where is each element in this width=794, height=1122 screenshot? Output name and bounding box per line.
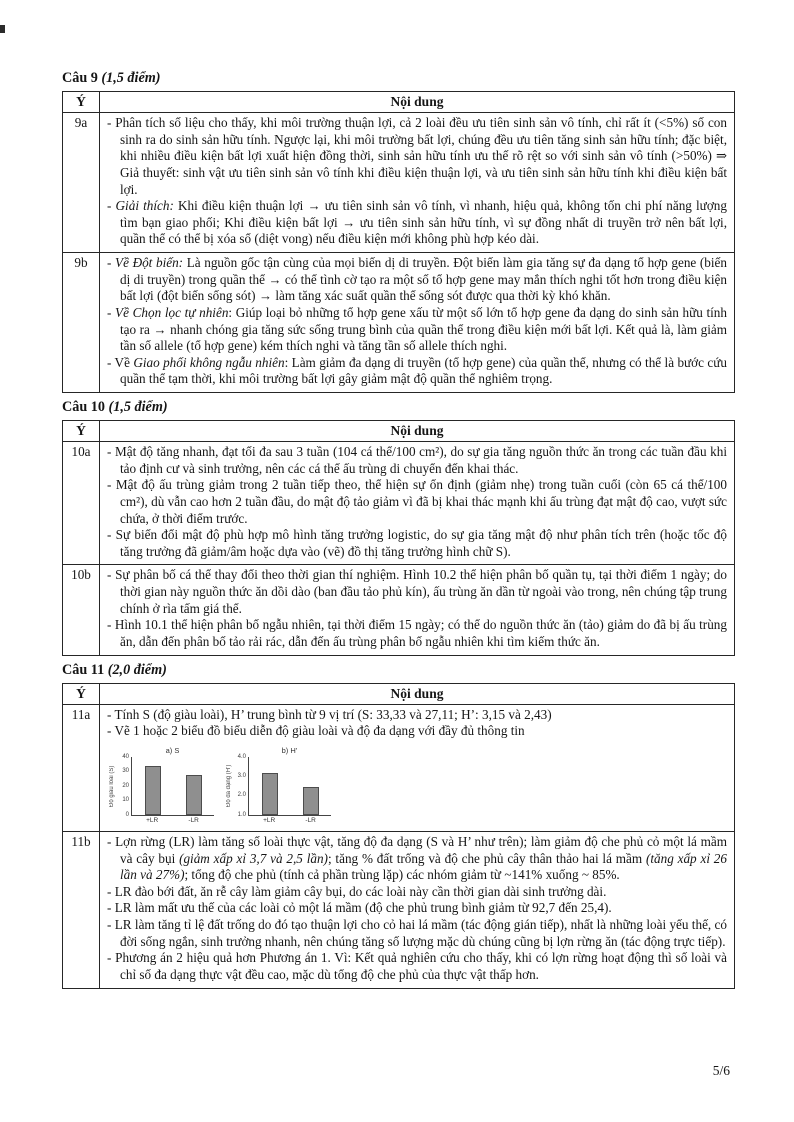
row-content — [100, 704, 735, 831]
plot-area — [248, 757, 331, 816]
table-row — [63, 704, 735, 831]
answer-paragraph — [107, 617, 727, 650]
italic-text: (tăng xấp xỉ 26 lần và 27%) — [120, 850, 727, 883]
text: - Tính S (độ giàu loài), H’ trung bình từ 9 vị trí (S: 33,33 và 27,11; H’: 3,15 và 2,43) — [107, 706, 552, 722]
answer-paragraph — [107, 477, 727, 527]
bar-chart-species-richness — [109, 745, 214, 825]
text: - Sự phân bố cá thể thay đổi theo thời gian thí nghiệm. Hình 10.2 thể hiện phân bố quần tụ, tại thời điểm 1 ngày; do thời gian này nguồn thức ăn dồi dào (ban đầu tảo phủ kín), ấu trùng ăn dần từ ngoài vào trong, nên chúng tập trung chính ở rìa tấm giá thể. — [107, 567, 727, 616]
y-tick-label: 10 — [122, 797, 129, 804]
text: - Lợn rừng (LR) làm tăng số loài thực vật, tăng độ đa dạng (S và H’ như trên); làm giảm độ che phủ cỏ một lá mầm và cây bụi — [107, 833, 727, 866]
table-row — [63, 113, 735, 253]
x-axis-labels — [131, 817, 214, 825]
y-tick-label: 2.0 — [237, 792, 246, 799]
row-id: 10a — [63, 442, 100, 565]
table-row — [63, 253, 735, 393]
y-tick-label: 4.0 — [237, 753, 246, 760]
col-noidung-header: Nội dung — [100, 421, 735, 442]
answer-paragraph — [107, 444, 727, 477]
text: - Phương án 2 hiệu quả hơn Phương án 1. Vì: Kết quả nghiên cứu cho thấy, khi có lợn rừng hoạt động thì số loài và chỉ số đa dạng thực vật đều cao, mặc dù tổng độ che phủ của thực vật thấp hơn. — [107, 950, 727, 982]
answer-paragraph — [107, 198, 727, 248]
x-category-label: +LR — [263, 816, 276, 824]
italic-text: (giảm xấp xỉ 3,7 và 2,5 lần) — [179, 850, 328, 866]
answer-paragraph — [107, 834, 727, 884]
row-content — [100, 253, 735, 393]
row-id: 10b — [63, 565, 100, 655]
text: : Làm giảm đa dạng di truyền (tổ hợp gene) của quần thể, nhưng có thể là bước cứu quần thể tạm thời, khi môi trường bất lợi gây giảm mật độ quần thể nghiêm trọng. — [120, 354, 727, 387]
text: ; tổng độ che phủ (tính cả phần trùng lặp) các nhóm giảm từ ~141% xuống ~ 85%. — [184, 867, 620, 883]
section-heading — [62, 70, 735, 87]
x-axis-labels — [248, 817, 331, 825]
table-row — [63, 565, 735, 655]
y-tick-label: 20 — [122, 782, 129, 789]
italic-text: Về Chọn lọc tự nhiên — [115, 304, 229, 320]
row-id: 11b — [63, 831, 100, 988]
text: - — [107, 198, 116, 214]
bar-chart-diversity — [226, 745, 331, 825]
row-content — [100, 442, 735, 565]
answer-table-cau-11 — [62, 683, 735, 989]
y-tick-label: 30 — [122, 768, 129, 775]
question-points: (1,5 điểm) — [108, 399, 168, 415]
y-tick-label: 3.0 — [237, 773, 246, 780]
text: - Mật độ ấu trùng giảm trong 2 tuần tiếp theo, thể hiện sự ổn định (giảm nhẹ) trong tuần cuối (còn 65 cá thể/100 cm²), dù vẫn cao hơn 2 tuần đầu, do mật độ tảo giảm vì đã bị khai thác mạnh khi ấu trùng đạt mật độ cao, vượt sức chứa, ở thời điểm trước. — [107, 477, 727, 526]
answer-paragraph — [107, 567, 727, 617]
answer-paragraph — [107, 707, 727, 724]
question-number: Câu 9 — [62, 70, 98, 86]
text: Là nguồn gốc tận cùng của mọi biến dị di truyền. Đột biến làm gia tăng sự đa dạng tổ hợp gene (biến dị di truyền) trong quần thể → có thể tình cờ tạo ra một số tổ hợp gene may mắn thích nghi tốt hơn trong điều kiện bất lợi (đột biến sống sót) → làm tăng xác suất quần thể sống sót được qua thời kỳ khó khăn. — [120, 255, 727, 304]
bar — [262, 773, 278, 815]
text: - — [107, 304, 116, 320]
plot-area — [131, 757, 214, 816]
row-content — [100, 831, 735, 988]
col-y-header: Ý — [63, 683, 100, 704]
row-id: 11a — [63, 704, 100, 831]
x-category-label: -LR — [188, 816, 199, 824]
answer-paragraph — [107, 950, 727, 983]
page-number: 5/6 — [712, 1063, 730, 1078]
text: - Sự biến đổi mật độ phù hợp mô hình tăng trưởng logistic, do sự gia tăng mật độ như phân tích trên (hoặc tốc độ tăng trưởng đã giảm/âm hoặc dựa vào (vẽ) đồ thị tăng trưởng hình chữ S). — [107, 527, 727, 559]
table-header-row — [63, 421, 735, 442]
table-header-row — [63, 92, 735, 113]
row-content — [100, 113, 735, 253]
bar — [145, 766, 161, 814]
y-axis — [116, 753, 131, 818]
text: - Về — [107, 354, 134, 370]
italic-text: Giao phối không ngẫu nhiên — [133, 354, 285, 370]
question-number: Câu 10 — [62, 399, 105, 415]
text: Khi điều kiện thuận lợi → ưu tiên sinh sản vô tính, vì nhanh, hiệu quả, không tốn chi phí năng lượng tìm bạn giao phối; Khi điều kiện bất lợi → ưu tiên sinh sản hữu tính, vì sự đồng nhất di truyền trở nên bất lợi, quần thể có thể bị xóa sổ (diệt vong) nếu điều kiện mới không phù hợp kéo dài. — [120, 198, 727, 247]
y-tick-label: 0 — [125, 811, 129, 818]
bar — [186, 775, 202, 814]
table-row — [63, 831, 735, 988]
figure-charts — [109, 745, 727, 825]
text: - Hình 10.1 thể hiện phân bố ngẫu nhiên, tại thời điểm 15 ngày; có thể do nguồn thức ăn (tảo) giảm do đã bị ấu trùng ăn, dẫn đến phân bố tảo rải rác, dẫn đến ấu trùng phân bố ngẫu nhiên khi tìm kiếm thức ăn. — [107, 617, 727, 649]
y-tick-label: 40 — [122, 753, 129, 760]
question-points: (1,5 điểm) — [101, 70, 161, 86]
y-axis-label: Độ đa dạng (H’) — [226, 764, 232, 807]
text: - LR đào bới đất, ăn rễ cây làm giảm cây bụi, do các loài này cần thời gian dài sinh trưởng dài. — [107, 883, 607, 899]
italic-text: Giải thích: — [115, 198, 174, 214]
answer-paragraph — [107, 527, 727, 560]
answer-paragraph — [107, 884, 727, 901]
answer-paragraph — [107, 900, 727, 917]
scan-artifact-mark — [0, 25, 5, 33]
section-cau-11 — [62, 662, 735, 989]
section-cau-10 — [62, 399, 735, 656]
answer-paragraph — [107, 255, 727, 305]
answer-paragraph — [107, 355, 727, 388]
answer-paragraph — [107, 305, 727, 355]
question-points: (2,0 điểm) — [107, 661, 167, 678]
col-noidung-header: Nội dung — [100, 683, 735, 704]
italic-text: Về Đột biến: — [115, 255, 184, 270]
col-y-header: Ý — [63, 92, 100, 113]
text: - Phân tích số liệu cho thấy, khi môi trường thuận lợi, cả 2 loài đều ưu tiên sinh sản vô tính, chỉ rất ít (<5%) số con sinh ra do sinh sản hữu tính. Ngược lại, khi môi trường bất lợi, chúng đều ưu tiên tăng sinh sản hữu tính; đặc biệt, khi nhiều điều kiện bất lợi xuất hiện đồng thời, sinh sản hữu tính ưu thế rõ rệt so với sinh sản vô tính (>50%) ⇒ Giả thuyết: sinh vật ưu tiên sinh sản vô tính khi điều kiện thuận lợi, và ưu tiên sinh sản hữu tính khi điều kiện bất lợi. — [107, 115, 727, 197]
section-heading — [62, 662, 735, 679]
table-header-row — [63, 683, 735, 704]
col-y-header: Ý — [63, 421, 100, 442]
y-axis-label: Độ giàu loài (S) — [109, 765, 115, 807]
text: - — [107, 255, 116, 270]
y-tick-label: 1.0 — [237, 811, 246, 818]
answer-table-cau-9 — [62, 91, 735, 393]
section-heading — [62, 399, 735, 416]
row-id: 9a — [63, 113, 100, 253]
text: - LR làm tăng tỉ lệ đất trống do đó tạo thuận lợi cho cỏ hai lá mầm (tác động gián tiếp), nhất là những loài yếu thế, có đời sống ngắn, sinh trưởng nhanh, nên chúng tăng số lượng mặc dù chúng cũng bị lợn rừng ăn (tác động trực tiếp). — [107, 917, 727, 949]
answer-table-cau-10 — [62, 420, 735, 656]
row-id: 9b — [63, 253, 100, 393]
text: - LR làm mất ưu thế của các loài cỏ một lá mầm (độ che phủ trung bình giảm từ 92,7 đến 25,4). — [107, 900, 612, 916]
table-row — [63, 442, 735, 565]
answer-paragraph — [107, 917, 727, 950]
x-category-label: +LR — [146, 816, 159, 824]
question-number: Câu 11 — [62, 661, 105, 678]
text: - Mật độ tăng nhanh, đạt tối đa sau 3 tuần (104 cá thể/100 cm²), do sự gia tăng nguồn thức ăn trong các tuần đầu khi tảo định cư và sinh trưởng, nên các cá thể ấu trùng di chuyển đến khai thác. — [107, 444, 727, 476]
text: ; tăng % đất trống và độ che phủ cây thân thảo hai lá mầm — [327, 850, 646, 866]
chart-title: a) S — [165, 745, 180, 755]
answer-paragraph — [107, 115, 727, 198]
y-axis — [233, 753, 248, 818]
text: - Vẽ 1 hoặc 2 biểu đồ biểu diễn độ giàu loài và độ đa dạng với đầy đủ thông tin — [107, 723, 525, 739]
bar — [303, 787, 319, 815]
row-content — [100, 565, 735, 655]
answer-paragraph — [107, 723, 727, 740]
col-noidung-header: Nội dung — [100, 92, 735, 113]
x-category-label: -LR — [305, 816, 316, 824]
section-cau-9 — [62, 70, 735, 393]
text: : Giúp loại bỏ những tổ hợp gene xấu từ một số lớn tổ hợp gene đa dạng do sinh sản hữu tính tạo ra → nhanh chóng gia tăng sức sống trung bình của quần thể trong điều kiện mới bất lợi. Kết quả là, làm giảm tần số allele (tổ hợp gene) kém thích nghi và tăng tần số allele thích nghi. — [120, 304, 727, 354]
chart-title: b) H’ — [281, 745, 298, 755]
